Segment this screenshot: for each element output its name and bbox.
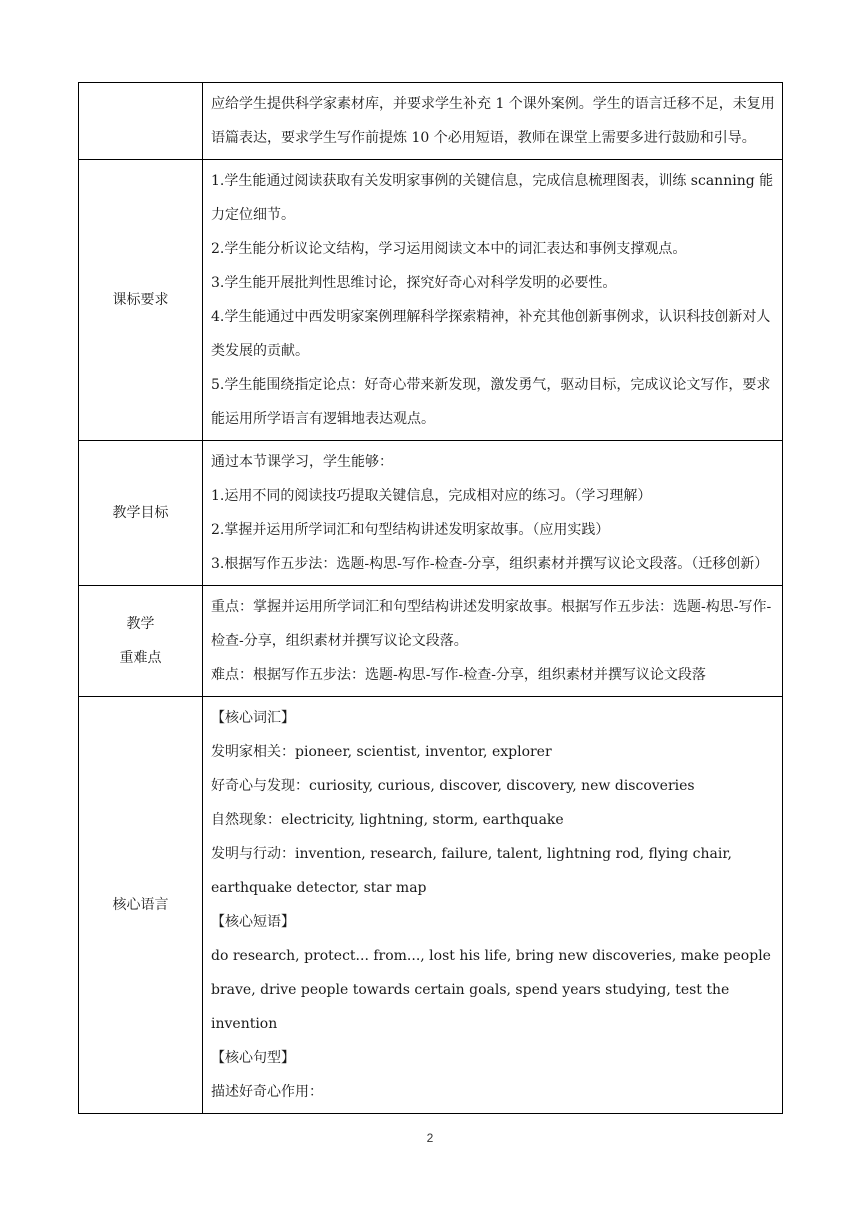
content-line: 4.学生能通过中西发明家案例理解科学探索精神，补充其他创新事例求，认识科技创新对人类发展的贡献。 <box>211 309 771 359</box>
content-line: 自然现象：electricity, lightning, storm, earthquake <box>211 812 564 828</box>
content-line: 【核心句型】 <box>211 1050 295 1066</box>
row-key-difficult-points <box>79 586 783 697</box>
row-label: 课标要求 <box>112 292 169 308</box>
content-line: 描述好奇心作用： <box>211 1084 323 1100</box>
content-line: 发明与行动：invention, research, failure, talent, lightning rod, flying chair, earthquake detector, star map <box>211 846 732 896</box>
content-line: 2.掌握并运用所学词汇和句型结构讲述发明家故事。（应用实践） <box>211 522 610 538</box>
row-label-cell <box>79 586 203 697</box>
row-label-cell <box>79 441 203 586</box>
content-line: 通过本节课学习，学生能够： <box>211 454 393 470</box>
content-line: 发明家相关：pioneer, scientist, inventor, explorer <box>211 744 552 760</box>
row-content-cell <box>203 441 783 586</box>
row-content-cell <box>203 83 783 160</box>
content-line: 【核心短语】 <box>211 914 295 930</box>
row-label-cell <box>79 160 203 441</box>
lesson-plan-table <box>78 82 783 1114</box>
content-line: 【核心词汇】 <box>211 710 295 726</box>
content-line: do research, protect... from..., lost his life, bring new discoveries, make people brave, drive people towards certain goals, spend years studying, test the invention <box>211 948 771 1032</box>
content-line: 1.运用不同的阅读技巧提取关键信息，完成相对应的练习。（学习理解） <box>211 488 652 504</box>
row-continuation <box>79 83 783 160</box>
row-label-cell <box>79 83 203 160</box>
row-content-cell <box>203 160 783 441</box>
row-label: 重难点 <box>119 650 162 666</box>
row-content-cell <box>203 697 783 1114</box>
content-line: 好奇心与发现：curiosity, curious, discover, discovery, new discoveries <box>211 778 695 794</box>
row-content-cell <box>203 586 783 697</box>
content-line: 重点：掌握并运用所学词汇和句型结构讲述发明家故事。根据写作五步法：选题-构思-写作-检查-分享，组织素材并撰写议论文段落。 <box>211 599 772 649</box>
page-number: 2 <box>426 1131 434 1145</box>
content-line: 难点：根据写作五步法：选题-构思-写作-检查-分享，组织素材并撰写议论文段落 <box>211 667 706 683</box>
content-line: 应给学生提供科学家素材库，并要求学生补充 1 个课外案例。学生的语言迁移不足，未复用语篇表达，要求学生写作前提炼 10 个必用短语，教师在课堂上需要多进行鼓励和引导。 <box>211 96 775 146</box>
row-label: 教学目标 <box>112 505 169 521</box>
content-line: 2.学生能分析议论文结构，学习运用阅读文本中的词汇表达和事例支撑观点。 <box>211 241 687 257</box>
content-line: 1.学生能通过阅读获取有关发明家事例的关键信息，完成信息梳理图表，训练 scanning 能力定位细节。 <box>211 173 774 223</box>
content-line: 3.根据写作五步法：选题-构思-写作-检查-分享，组织素材并撰写议论文段落。（迁移创新） <box>211 556 769 572</box>
row-label: 教学 <box>126 616 155 632</box>
row-teaching-objectives <box>79 441 783 586</box>
content-line: 5.学生能围绕指定论点：好奇心带来新发现，激发勇气，驱动目标，完成议论文写作，要求能运用所学语言有逻辑地表达观点。 <box>211 377 771 427</box>
content-line: 3.学生能开展批判性思维讨论，探究好奇心对科学发明的必要性。 <box>211 275 617 291</box>
row-curriculum-requirements <box>79 160 783 441</box>
row-label: 核心语言 <box>112 897 169 913</box>
row-label-cell <box>79 697 203 1114</box>
row-core-language <box>79 697 783 1114</box>
